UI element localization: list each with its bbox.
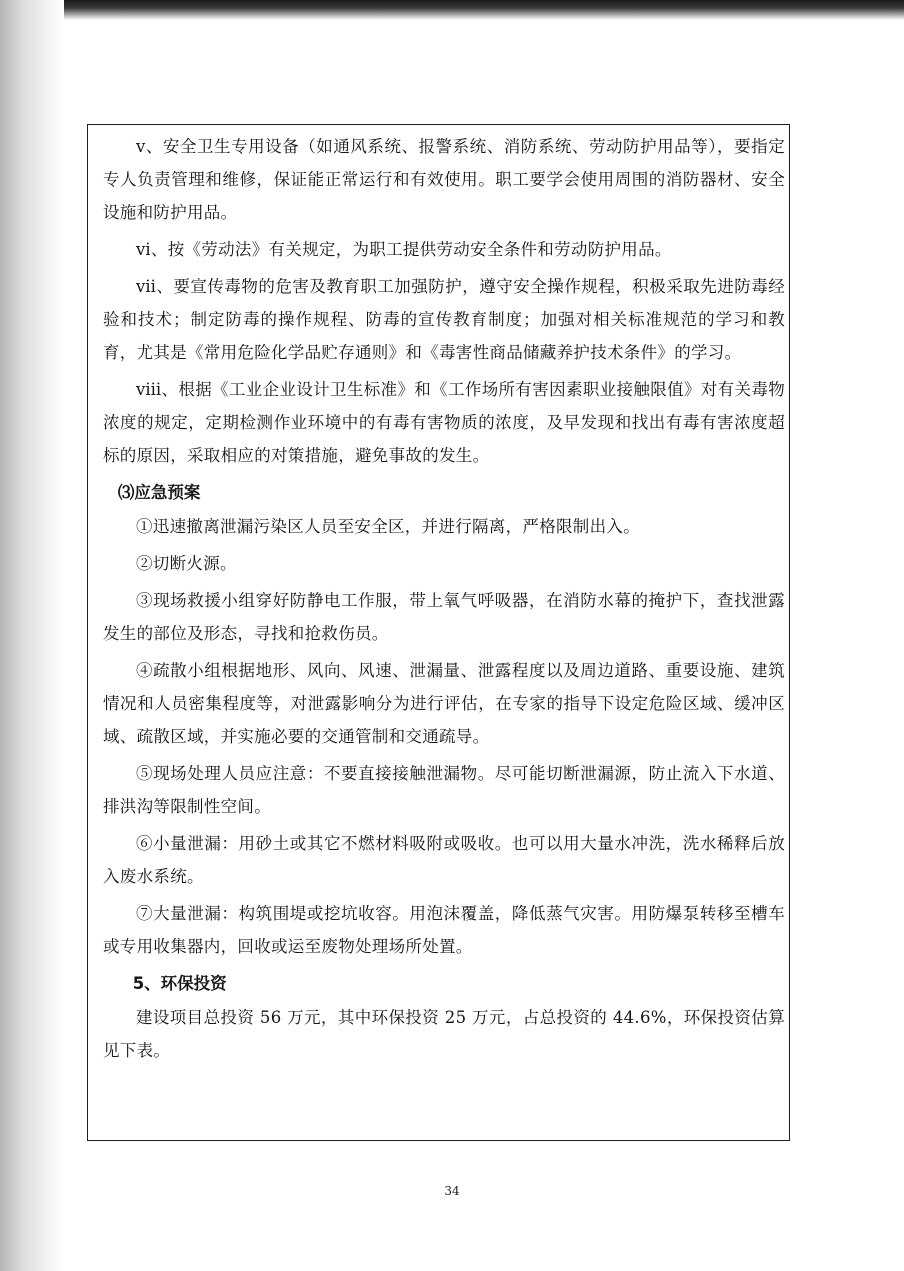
emergency-item: ③现场救援小组穿好防静电工作服，带上氧气呼吸器，在消防水幕的掩护下，查找泄露发生的部位及形态，寻找和抢救伤员。: [103, 591, 785, 643]
emergency-item: ⑦大量泄漏：构筑围堤或挖坑收容。用泡沫覆盖，降低蒸气灾害。用防爆泵转移至槽车或专用收集器内，回收或运至废物处理场所处置。: [103, 904, 785, 956]
paragraph-detection: ⅷ、根据《工业企业设计卫生标准》和《工作场所有害因素职业接触限值》对有关毒物浓度的规定，定期检测作业环境中的有毒有害物质的浓度，及早发现和找出有毒有害浓度超标的原因，采取相应的对策措施，避免事故的发生。: [103, 380, 785, 465]
emergency-item: ⑥小量泄漏：用砂土或其它不燃材料吸附或吸收。也可以用大量水冲洗，洗水稀释后放入废水系统。: [103, 834, 785, 886]
paragraph-labor-law: ⅵ、按《劳动法》有关规定，为职工提供劳动安全条件和劳动防护用品。: [136, 240, 672, 259]
emergency-item: ④疏散小组根据地形、风向、风速、泄漏量、泄露程度以及周边道路、重要设施、建筑情况和人员密集程度等，对泄露影响分为进行评估，在专家的指导下设定危险区域、缓冲区域、疏散区域，并实施必要的交通管制和交通疏导。: [103, 661, 785, 746]
scan-binding-shadow: [0, 0, 64, 1271]
page-content: [103, 130, 785, 1071]
paragraph-toxic-education: ⅶ、要宣传毒物的危害及教育职工加强防护，遵守安全操作规程，积极采取先进防毒经验和技术；制定防毒的操作规程、防毒的宣传教育制度；加强对相关标准规范的学习和教育，尤其是《常用危险化学品贮存通则》和《毒害性商品储藏养护技术条件》的学习。: [103, 277, 785, 362]
scan-top-edge: [0, 0, 904, 20]
investment-section-heading: 5、环保投资: [132, 974, 227, 993]
investment-paragraph: 建设项目总投资 56 万元，其中环保投资 25 万元，占总投资的 44.6%，环保投资估算见下表。: [103, 1008, 785, 1060]
emergency-item: ⑤现场处理人员应注意：不要直接接触泄漏物。尽可能切断泄漏源，防止流入下水道、排洪沟等限制性空间。: [103, 764, 785, 816]
page-number: 34: [444, 1184, 460, 1198]
emergency-item: ①迅速撤离泄漏污染区人员至安全区，并进行隔离，严格限制出入。: [136, 517, 640, 536]
emergency-item: ②切断火源。: [136, 554, 237, 573]
paragraph-safety-equipment: ⅴ、安全卫生专用设备（如通风系统、报警系统、消防系统、劳动防护用品等），要指定专人负责管理和维修，保证能正常运行和有效使用。职工要学会使用周围的消防器材、安全设施和防护用品。: [103, 137, 785, 222]
emergency-plan-heading: ⑶应急预案: [117, 483, 201, 502]
